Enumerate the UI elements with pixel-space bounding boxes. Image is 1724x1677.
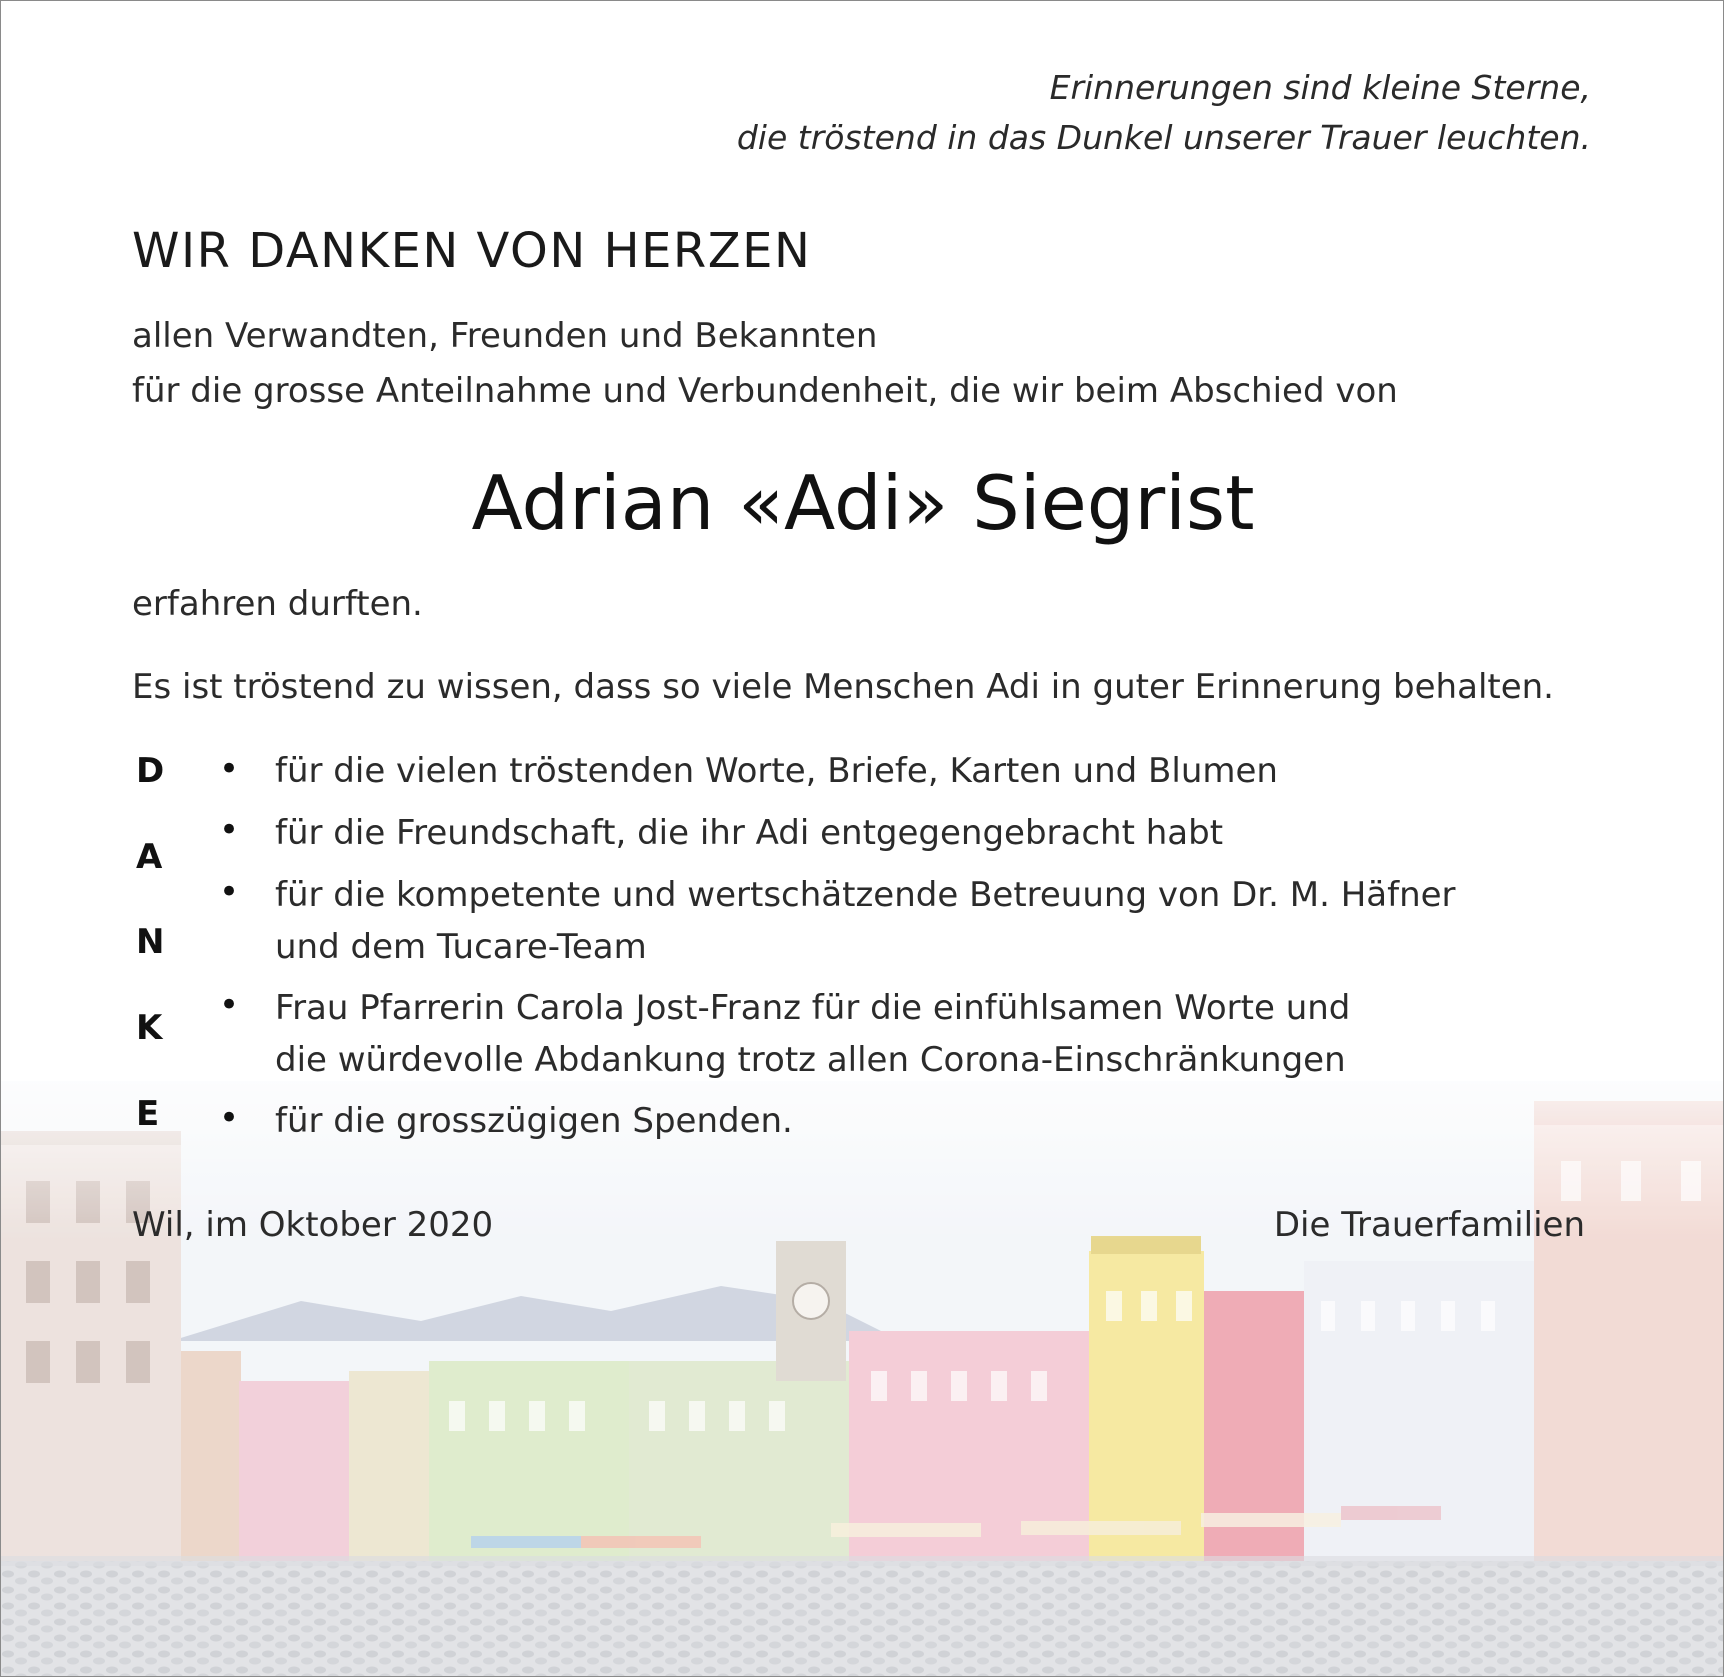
bullet-icon: • — [219, 872, 240, 912]
bullet-icon: • — [219, 810, 240, 850]
list-item-line: Frau Pfarrerin Carola Jost-Franz für die einfühlsamen Worte und — [275, 988, 1351, 1028]
list-item — [275, 745, 1278, 797]
acrostic-letter-e: E — [136, 1094, 160, 1134]
acrostic-letter-k: K — [136, 1008, 163, 1048]
list-item-line: für die Freundschaft, die ihr Adi entgegengebracht habt — [275, 813, 1224, 853]
list-item — [275, 1095, 793, 1147]
motto-line-2: die tröstend in das Dunkel unserer Trauer leuchten. — [736, 118, 1591, 157]
list-item — [275, 982, 1350, 1086]
acrostic-letter-d: D — [136, 751, 165, 791]
acrostic-letter-n: N — [136, 922, 165, 962]
list-item-line: für die grosszügigen Spenden. — [275, 1101, 793, 1141]
bullet-icon: • — [219, 749, 240, 789]
list-item-line: für die kompetente und wertschätzende Betreuung von Dr. M. Häfner — [275, 875, 1456, 915]
signature: Die Trauerfamilien — [1273, 1205, 1585, 1245]
comfort-text: Es ist tröstend zu wissen, dass so viele Menschen Adi in guter Erinnerung behalten. — [132, 667, 1554, 707]
motto-quote — [737, 63, 1591, 163]
list-item-line: und dem Tucare-Team — [275, 927, 647, 967]
intro-text — [132, 309, 1398, 419]
closing-text: erfahren durften. — [132, 584, 423, 624]
acrostic-letter-a: A — [136, 837, 163, 877]
place-date: Wil, im Oktober 2020 — [132, 1205, 494, 1245]
list-item-line: die würdevolle Abdankung trotz allen Corona-Einschränkungen — [275, 1040, 1346, 1080]
intro-line-1: allen Verwandten, Freunden und Bekannten — [132, 316, 878, 356]
list-item — [275, 869, 1456, 973]
thank-you-heading: WIR DANKEN VON HERZEN — [132, 223, 812, 279]
bullet-icon: • — [219, 1098, 240, 1138]
list-item — [275, 807, 1223, 859]
motto-line-1: Erinnerungen sind kleine Sterne, — [1049, 68, 1591, 107]
list-item-line: für die vielen tröstenden Worte, Briefe, Karten und Blumen — [275, 751, 1278, 791]
intro-line-2: für die grosse Anteilnahme und Verbundenheit, die wir beim Abschied von — [132, 371, 1398, 411]
deceased-name: Adrian «Adi» Siegrist — [471, 459, 1255, 547]
bullet-icon: • — [219, 985, 240, 1025]
